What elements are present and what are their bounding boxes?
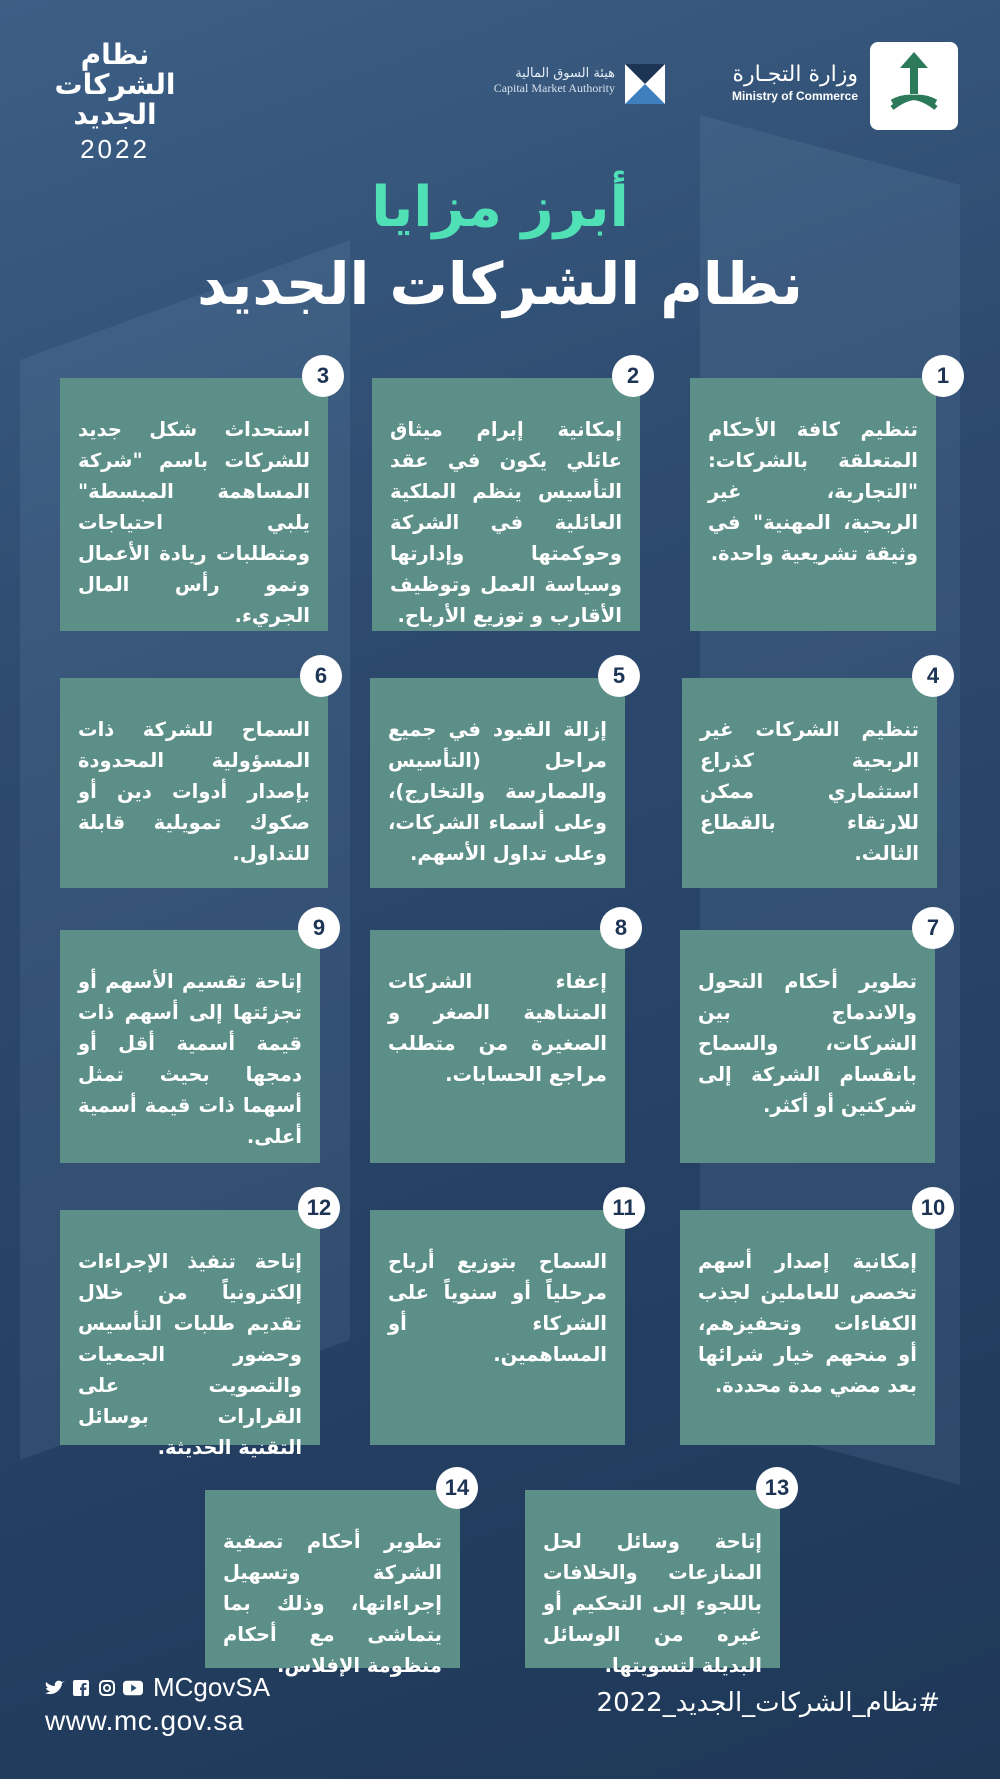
feature-number-badge: 10	[912, 1187, 954, 1229]
instagram-icon[interactable]	[97, 1679, 117, 1697]
website-link[interactable]: www.mc.gov.sa	[45, 1705, 244, 1736]
feature-card-12	[60, 1210, 320, 1459]
feature-number-badge: 14	[436, 1467, 478, 1509]
feature-text: إتاحة تقسيم الأسهم أو تجزئتها إلى أسهم ذات قيمة أسمية أقل أو دمجها بحيث تمثل أسهما ذات قيمة أسمية أعلى.	[78, 970, 302, 1148]
feature-number-badge: 2	[612, 355, 654, 397]
feature-card-2	[372, 378, 640, 631]
campaign-logo-line: نظام	[80, 38, 150, 71]
page-title-accent: أبرز مزايا	[371, 175, 629, 240]
feature-card-1	[690, 378, 936, 631]
saudi-emblem-icon	[870, 42, 958, 130]
ministry-name-en: Ministry of Commerce	[731, 89, 858, 103]
feature-card-11	[370, 1210, 625, 1445]
campaign-logo	[40, 40, 190, 165]
feature-text: إمكانية إبرام ميثاق عائلي يكون في عقد التأسيس ينظم الملكية العائلية في الشركة وحوكمتها وإدارتها وسياسة العمل وتوظيف الأقارب و توزيع الأرباح.	[390, 418, 622, 627]
feature-card-13	[525, 1490, 780, 1677]
cma-mark-icon	[625, 64, 665, 104]
cma-name-ar: هيئة السوق المالية	[515, 66, 615, 81]
feature-text: إتاحة وسائل لحل المنازعات والخلافات باللجوء إلى التحكيم أو غيره من الوسائل البديلة لتسويتها.	[543, 1530, 762, 1677]
feature-card-10	[680, 1210, 935, 1445]
social-row	[45, 1672, 270, 1703]
feature-card-6	[60, 678, 328, 888]
feature-text: إعفاء الشركات المتناهية الصغر و الصغيرة من متطلب مراجع الحسابات.	[388, 970, 607, 1086]
feature-card-4	[682, 678, 937, 888]
feature-number-badge: 12	[298, 1187, 340, 1229]
feature-card-8	[370, 930, 625, 1163]
feature-text: تنظيم كافة الأحكام المتعلقة بالشركات: "التجارية، غير الربحية، المهنية" في وثيقة تشريعية واحدة.	[708, 418, 918, 565]
cma-name-en: Capital Market Authority	[493, 81, 615, 95]
hashtag: #نظام_الشركات_الجديد_2022	[596, 1688, 940, 1718]
feature-text: استحداث شكل جديد للشركات باسم "شركة المساهمة المبسطة" يلبي احتياجات ومتطلبات ريادة الأعمال ونمو رأس المال الجريء.	[78, 418, 310, 627]
feature-number-badge: 11	[603, 1187, 645, 1229]
campaign-logo-line: الشركات	[54, 68, 176, 101]
cma-logo	[440, 60, 665, 110]
feature-card-3	[60, 378, 328, 631]
feature-text: تنظيم الشركات غير الربحية كذراع استثماري ممكن للارتقاء بالقطاع الثالث.	[700, 718, 919, 865]
feature-card-5	[370, 678, 625, 888]
feature-number-badge: 9	[298, 907, 340, 949]
ministry-logo	[712, 42, 958, 132]
facebook-icon[interactable]	[71, 1679, 91, 1697]
feature-number-badge: 3	[302, 355, 344, 397]
page-title: نظام الشركات الجديد	[197, 250, 803, 318]
feature-number-badge: 4	[912, 655, 954, 697]
feature-card-14	[205, 1490, 460, 1677]
feature-number-badge: 8	[600, 907, 642, 949]
feature-number-badge: 6	[300, 655, 342, 697]
feature-number-badge: 5	[598, 655, 640, 697]
feature-text: السماح للشركة ذات المسؤولية المحدودة بإصدار أدوات دين أو صكوك تمويلية قابلة للتداول.	[78, 718, 310, 865]
campaign-logo-line: الجديد	[73, 98, 157, 131]
youtube-icon[interactable]	[123, 1679, 143, 1697]
feature-text: إمكانية إصدار أسهم تخصص للعاملين لجذب الكفاءات وتحفيزهم، أو منحهم خيار شرائها بعد مضي مدة محددة.	[698, 1250, 917, 1397]
feature-number-badge: 1	[922, 355, 964, 397]
feature-text: إزالة القيود في جميع مراحل (التأسيس والممارسة والتخارج)، وعلى أسماء الشركات، وعلى تداول الأسهم.	[388, 718, 607, 865]
feature-card-7	[680, 930, 935, 1163]
campaign-logo-year: 2022	[80, 134, 150, 164]
feature-text: تطوير أحكام تصفية الشركة وتسهيل إجراءاتها، وذلك بما يتماشى مع أحكام منظومة الإفلاس.	[223, 1530, 442, 1677]
social-handle[interactable]: MCgovSA	[153, 1672, 271, 1702]
feature-text: تطوير أحكام التحول والاندماج بين الشركات، والسماح بانقسام الشركة إلى شركتين أو أكثر.	[698, 970, 917, 1117]
social-contact	[45, 1672, 270, 1737]
feature-text: السماح بتوزيع أرباح مرحلياً أو سنوياً على الشركاء أو المساهمين.	[388, 1250, 607, 1366]
header	[0, 0, 1000, 180]
feature-number-badge: 7	[912, 907, 954, 949]
feature-number-badge: 13	[756, 1467, 798, 1509]
feature-card-9	[60, 930, 320, 1163]
feature-text: إتاحة تنفيذ الإجراءات إلكترونياً من خلال تقديم طلبات التأسيس وحضور الجمعيات والتصويت على القرارات بوسائل التقنية الحديثة.	[78, 1250, 302, 1459]
twitter-icon[interactable]	[45, 1679, 65, 1697]
ministry-name-ar: وزارة التجـارة	[732, 62, 858, 87]
